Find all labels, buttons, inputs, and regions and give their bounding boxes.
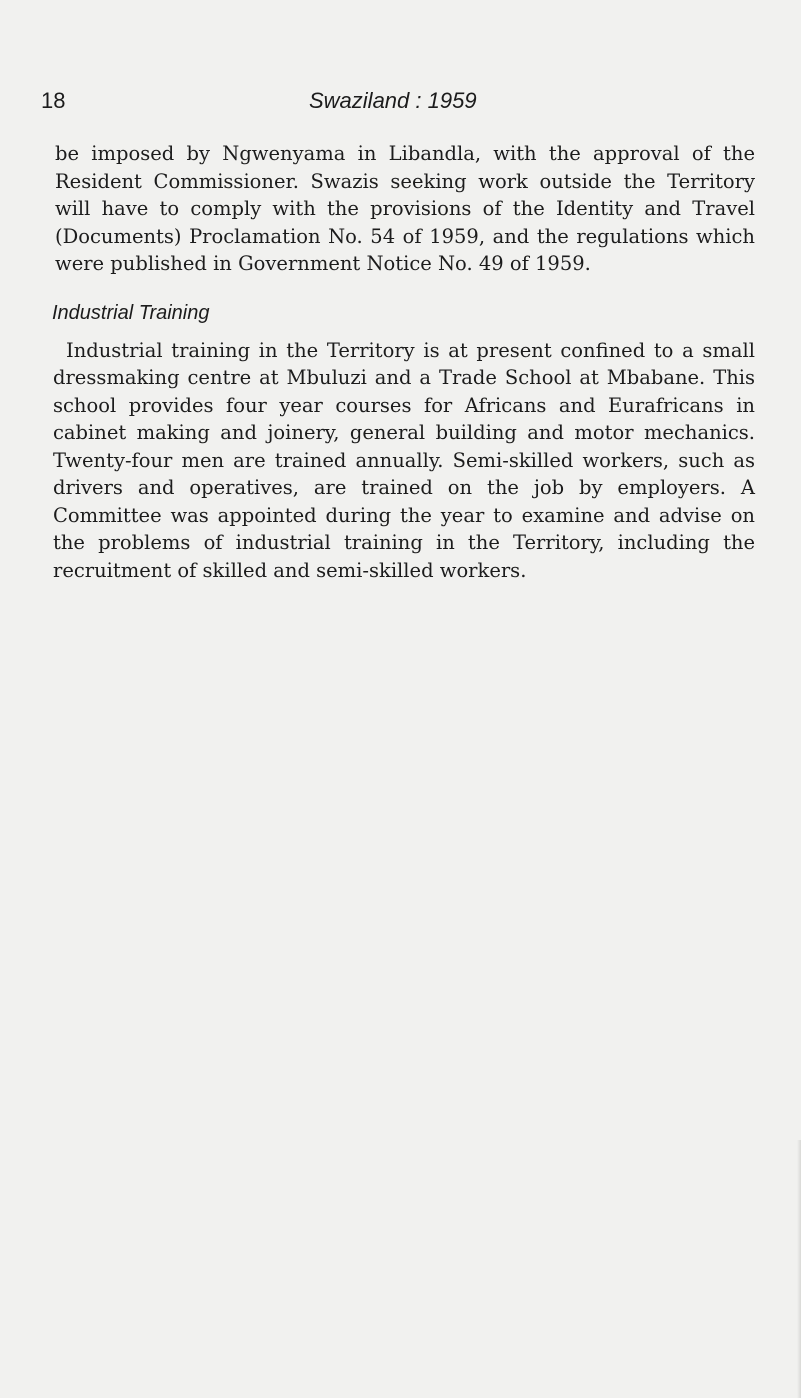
section-heading-industrial-training: Industrial Training [52,301,210,324]
industrial-training-paragraph: Industrial training in the Territory is at present confined to a small dressmaking centre at Mbuluzi and a Trade School at Mbabane. This school provides four year courses for Africans and Eurafricans in cabinet making and joinery, general building and motor mechanics. Twenty-four men are trained annually. Semi-skilled workers, such as drivers and operatives, are trained on the job by employers. A Committee was appointed during the year to examine and advise on the problems of industrial training in the Territory, including the recruitment of skilled and semi-skilled workers. [53,338,755,582]
page-number: 18 [41,88,66,113]
running-header [41,88,761,122]
running-title: Swaziland : 1959 [309,88,477,113]
body-text [52,140,755,584]
page-edge-shadow [797,1140,801,1398]
continuation-paragraph: be imposed by Ngwenyama in Libandla, with the approval of the Resident Commissioner. Swazis seeking work outside the Territory will have to comply with the provisions of the Identity and Travel (Documents) Proclamation No. 54 of 1959, and the regulations which were published in Government Notice No. 49 of 1959. [55,142,755,275]
